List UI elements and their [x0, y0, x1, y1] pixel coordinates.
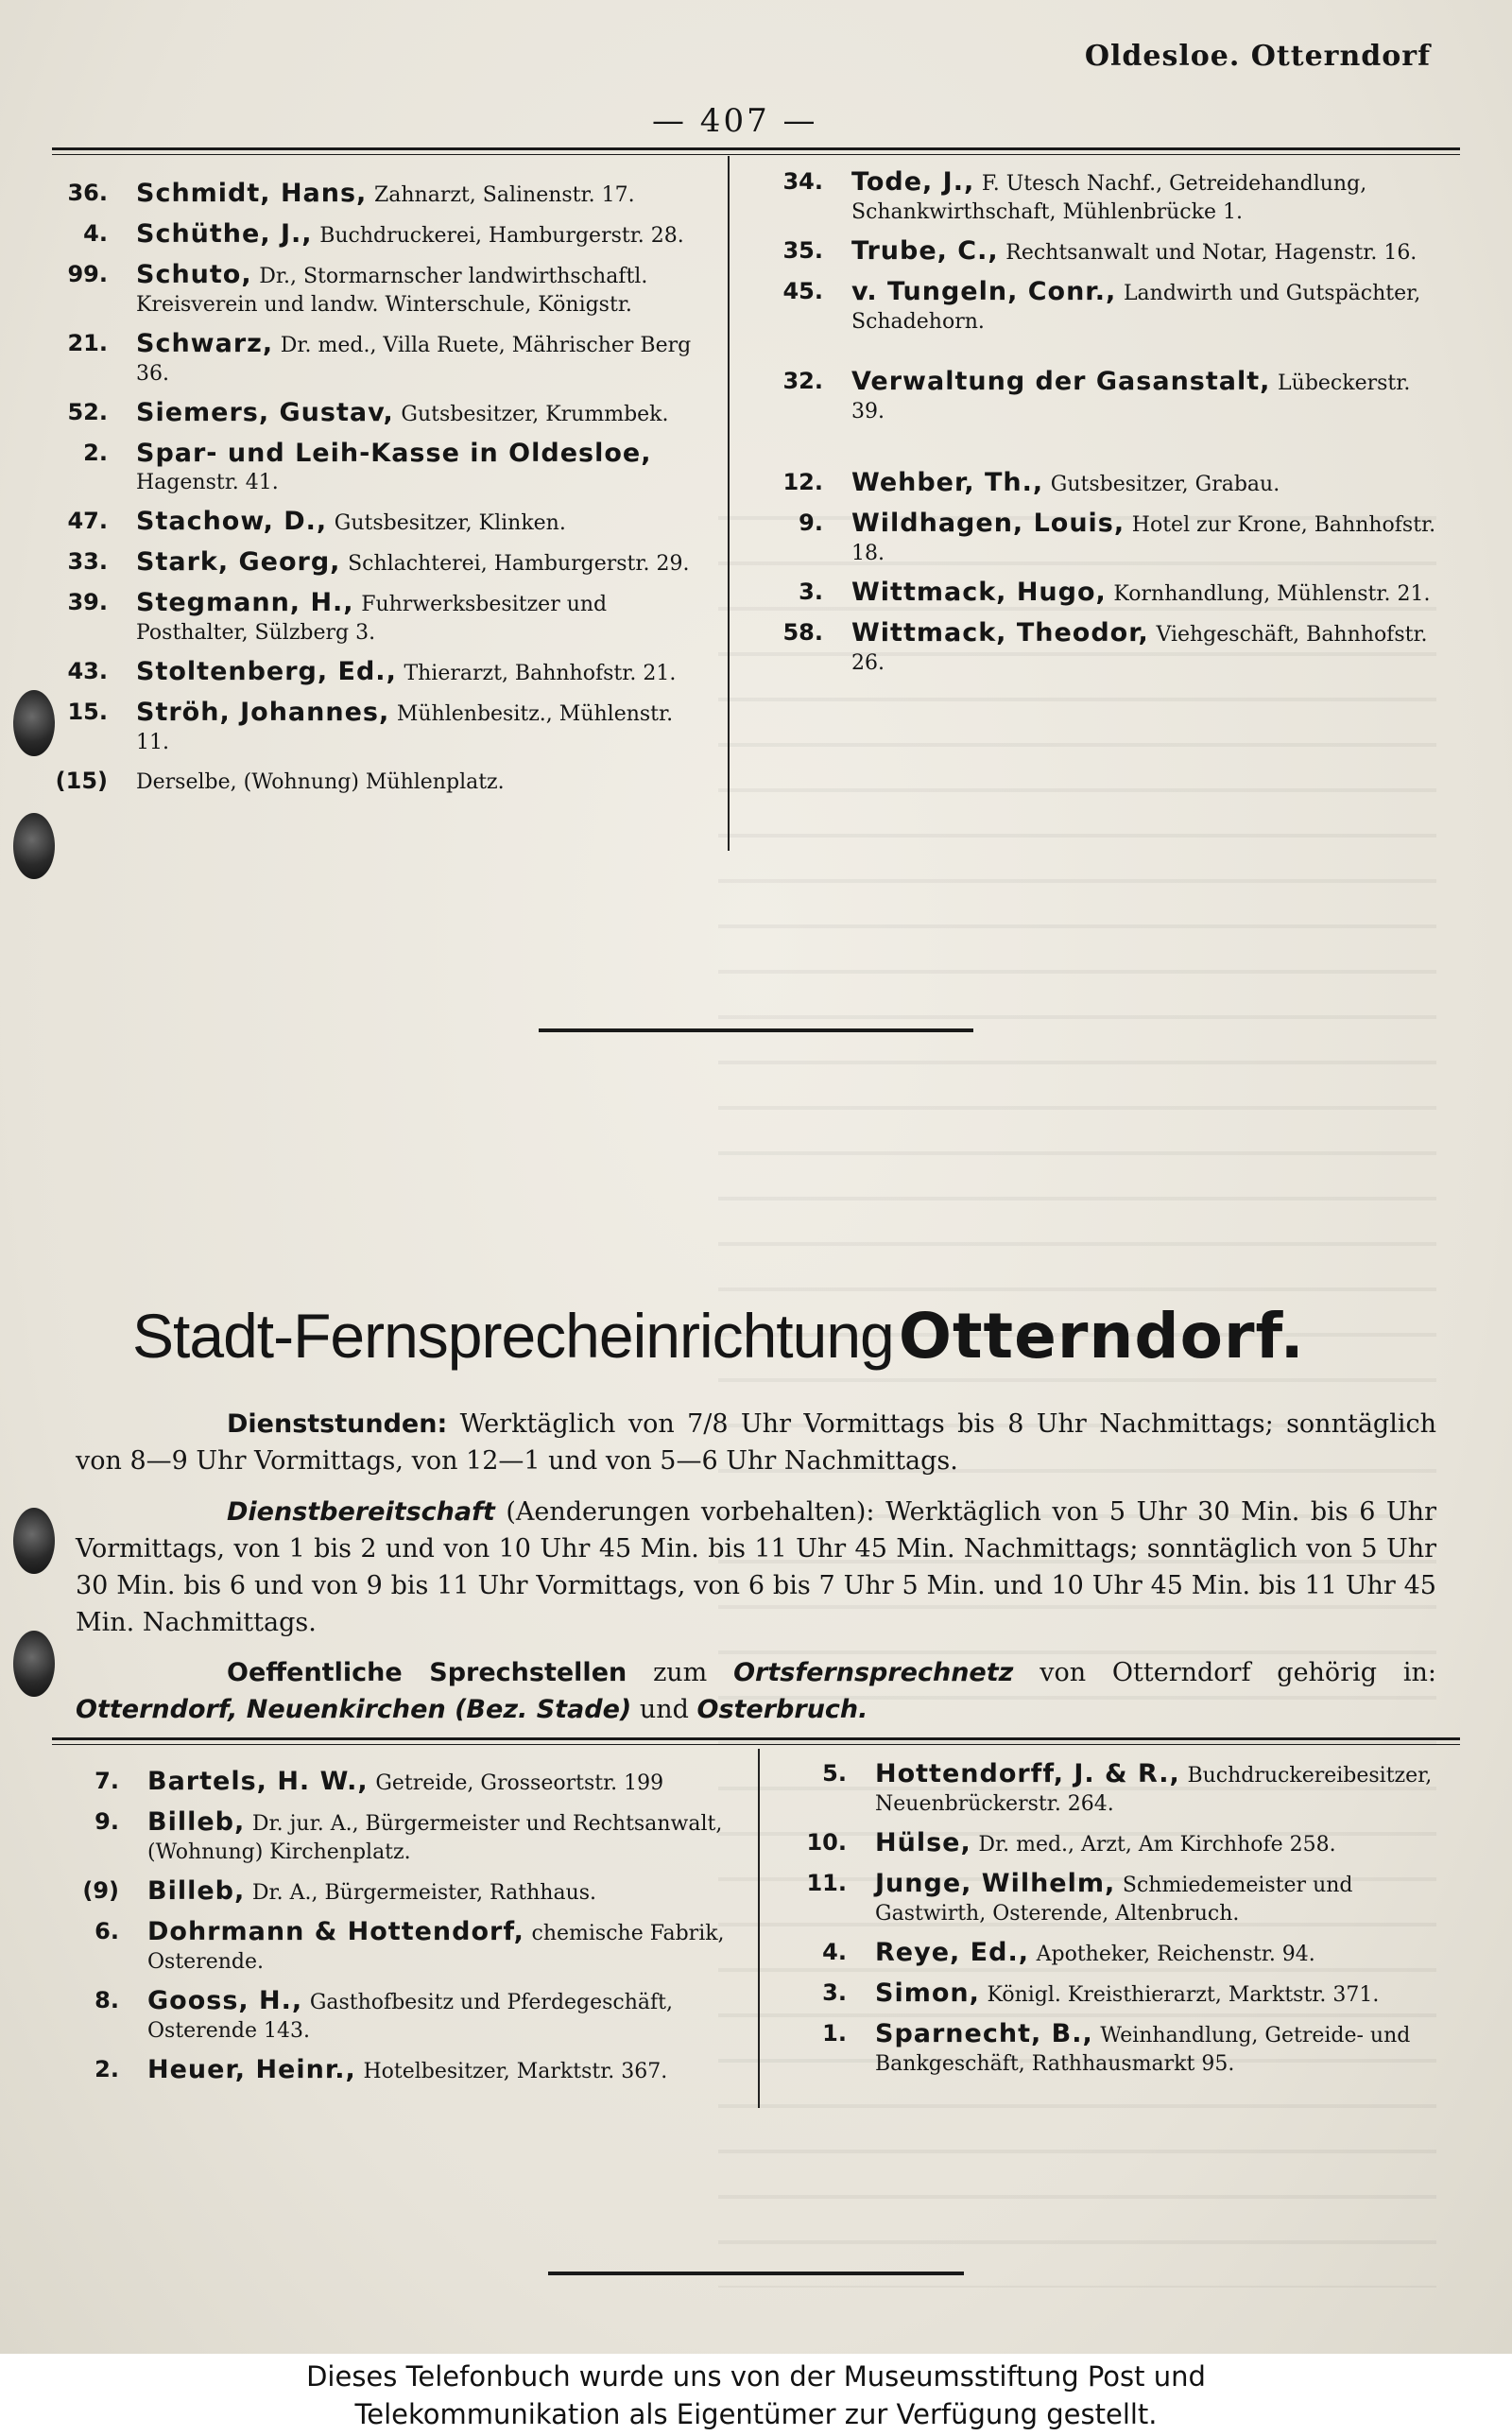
subscriber-name: Junge, Wilhelm, — [875, 1869, 1116, 1898]
subscriber-name: Simon, — [875, 1978, 980, 2008]
directory-entry — [57, 1877, 737, 1907]
subscriber-details: Zahnarzt, Salinenstr. 17. — [373, 183, 635, 207]
subscriber-name: v. Tungeln, Conr., — [851, 277, 1117, 306]
subscriber-details: Hotel zur Krone, Bahnhofstr. 18. — [851, 513, 1436, 565]
directory-entry — [784, 1939, 1460, 1968]
top-rule-thin — [52, 154, 1460, 155]
line-number: 99. — [67, 261, 108, 287]
directory-entry — [784, 2020, 1460, 2078]
otterndorf-title — [132, 1300, 1305, 1373]
subscriber-name: Billeb, — [147, 1876, 246, 1906]
line-number: 5. — [822, 1760, 847, 1787]
subscriber-name: Stoltenberg, Ed., — [136, 657, 397, 686]
line-number: 12. — [782, 469, 823, 495]
dienststunden-paragraph — [76, 1406, 1436, 1479]
subscriber-details: Königl. Kreisthierarzt, Marktstr. 371. — [987, 1983, 1380, 2007]
subscriber-name: Verwaltung der Gasanstalt, — [851, 367, 1271, 396]
oldesloe-left-column — [45, 180, 712, 807]
directory-entry — [45, 399, 712, 428]
subscriber-name: Wittmack, Theodor, — [851, 618, 1149, 648]
directory-entry — [45, 440, 712, 496]
subscriber-details: Hagenstr. 41. — [136, 471, 279, 494]
directory-entry — [57, 2056, 737, 2085]
sprechstellen-label: Oeffentliche Sprechstellen — [227, 1658, 627, 1687]
subscriber-details: Schlachterei, Hamburgerstr. 29. — [348, 552, 690, 576]
subscriber-details: Mühlenbesitz., Mühlenstr. 11. — [136, 702, 674, 754]
directory-entry — [761, 579, 1436, 608]
subscriber-name: Trube, C., — [851, 236, 999, 266]
subscriber-details: chemische Fabrik, Osterende. — [147, 1922, 725, 1974]
subscriber-name: Schuto, — [136, 260, 252, 289]
line-number: 1. — [822, 2020, 847, 2047]
subscriber-details: Viehgeschäft, Bahnhofstr. 26. — [851, 623, 1428, 675]
top-rule — [52, 147, 1460, 150]
line-number: 4. — [822, 1939, 847, 1965]
running-head: Oldesloe. Otterndorf — [1084, 40, 1431, 73]
sprechstellen-mid2: von Otterndorf gehörig in: — [1040, 1658, 1436, 1687]
subscriber-details: Derselbe, (Wohnung) Mühlenplatz. — [136, 770, 505, 794]
line-number: 2. — [94, 2056, 119, 2082]
line-number: 52. — [67, 399, 108, 425]
directory-entry — [57, 1987, 737, 2045]
subscriber-name: Siemers, Gustav, — [136, 398, 394, 427]
directory-entry — [45, 220, 712, 250]
subscriber-details: Apotheker, Reichenstr. 94. — [1036, 1943, 1315, 1966]
subscriber-name: Wittmack, Hugo, — [851, 578, 1107, 607]
bottom-separator — [548, 2272, 964, 2275]
subscriber-name: Schwarz, — [136, 329, 274, 358]
subscriber-name: Bartels, H. W., — [147, 1767, 369, 1796]
subscriber-details: Dr. med., Arzt, Am Kirchhofe 258. — [978, 1833, 1336, 1857]
directory-entry — [784, 1829, 1460, 1858]
directory-entry — [45, 589, 712, 647]
directory-entry — [761, 278, 1436, 336]
subscriber-details: Hotelbesitzer, Marktstr. 367. — [363, 2060, 668, 2083]
subscriber-name: Tode, J., — [851, 167, 975, 197]
footer-line-1: Dieses Telefonbuch wurde uns von der Museumsstiftung Post und — [306, 2360, 1206, 2393]
directory-entry — [45, 548, 712, 578]
subscriber-details: Buchdruckerei, Hamburgerstr. 28. — [319, 224, 684, 248]
line-number: 35. — [782, 237, 823, 264]
line-number: 10. — [806, 1829, 847, 1856]
line-number: 9. — [799, 510, 823, 536]
directory-entry — [45, 180, 712, 209]
oldesloe-right-column — [761, 168, 1436, 688]
section-separator — [539, 1028, 973, 1032]
subscriber-details: Dr., Stormarnscher landwirthschaftl. Kreisverein und landw. Winterschule, Königstr. — [136, 265, 648, 317]
otterndorf-rule — [52, 1737, 1460, 1740]
dienststunden-text: Werktäglich von 7/8 Uhr Vormittags bis 8 Uhr Nachmittags; sonntäglich von 8—9 Uhr Vormittags, von 12—1 und von 5—6 Uhr Nachmittags. — [76, 1409, 1436, 1476]
bereitschaft-paragraph — [76, 1494, 1436, 1641]
directory-entry — [45, 658, 712, 687]
subscriber-details: Landwirth und Gutspächter, Schadehorn. — [851, 282, 1421, 334]
line-number: (9) — [82, 1877, 119, 1904]
archive-footer — [0, 2354, 1512, 2436]
directory-entry — [45, 699, 712, 756]
subscriber-details: Gasthofbesitz und Pferdegeschäft, Osterende 143. — [147, 1991, 674, 2043]
line-number: 8. — [94, 1987, 119, 2013]
bereitschaft-label: Dienstbereitschaft — [227, 1497, 495, 1527]
line-number: 6. — [94, 1918, 119, 1944]
directory-entry — [57, 1768, 737, 1797]
directory-entry — [57, 1808, 737, 1866]
line-number: 34. — [782, 168, 823, 195]
line-number: (15) — [55, 768, 108, 794]
directory-entry — [761, 619, 1436, 677]
subscriber-name: Billeb, — [147, 1807, 246, 1837]
subscriber-details: Gutsbesitzer, Krummbek. — [401, 403, 669, 426]
column-divider — [728, 156, 730, 851]
line-number: 3. — [799, 579, 823, 605]
subscriber-details: Thierarzt, Bahnhofstr. 21. — [404, 662, 677, 685]
directory-entry — [761, 237, 1436, 267]
subscriber-details: Dr. med., Villa Ruete, Mährischer Berg 36. — [136, 334, 692, 386]
line-number: 9. — [94, 1808, 119, 1835]
subscriber-details: Dr. A., Bürgermeister, Rathhaus. — [251, 1881, 597, 1905]
subscriber-details: Dr. jur. A., Bürgermeister und Rechtsanwalt, (Wohnung) Kirchenplatz. — [147, 1812, 723, 1864]
bereitschaft-text: (Aenderungen vorbehalten): Werktäglich von 5 Uhr 30 Min. bis 6 Uhr Vormittags, von 1 bis 2 und von 10 Uhr 45 Min. bis 11 Uhr 45 Min. Nachmittags; sonntäglich von 5 Uhr 30 Min. bis 6 und von 9 bis 11 Uhr Vormittags, von 6 bis 7 Uhr 5 Min. und 10 Uhr 45 Min. bis 11 Uhr 45 Min. Nachmittags. — [76, 1497, 1436, 1637]
page-number: — 407 — — [652, 102, 818, 140]
subscriber-name: Hülse, — [875, 1828, 971, 1857]
subscriber-details: Gutsbesitzer, Klinken. — [334, 511, 566, 535]
line-number: 43. — [67, 658, 108, 684]
dienststunden-label: Dienststunden: — [227, 1409, 448, 1439]
punch-hole — [13, 1508, 55, 1574]
subscriber-name: Stark, Georg, — [136, 547, 341, 577]
subscriber-name: Stegmann, H., — [136, 588, 354, 617]
title-bold: Otterndorf. — [898, 1300, 1305, 1373]
footer-line-2: Telekommunikation als Eigentümer zur Verfügung gestellt. — [354, 2398, 1158, 2430]
directory-entry — [784, 1870, 1460, 1927]
directory-entry — [761, 368, 1436, 425]
sprechstellen-paragraph — [76, 1654, 1436, 1728]
line-number: 32. — [782, 368, 823, 394]
subscriber-name: Hottendorff, J. & R., — [875, 1759, 1180, 1788]
subscriber-name: Wehber, Th., — [851, 468, 1044, 497]
directory-entry — [784, 1760, 1460, 1818]
directory-entry — [45, 768, 712, 796]
subscriber-name: Schmidt, Hans, — [136, 179, 368, 208]
subscriber-details: Fuhrwerksbesitzer und Posthalter, Sülzberg 3. — [136, 593, 608, 645]
subscriber-name: Gooss, H., — [147, 1986, 303, 2015]
punch-hole — [13, 1631, 55, 1697]
subscriber-name: Heuer, Heinr., — [147, 2055, 356, 2084]
punch-hole — [13, 813, 55, 879]
directory-entry — [45, 261, 712, 319]
sprechstellen-orte: Otterndorf, Neuenkirchen (Bez. Stade) — [76, 1695, 632, 1724]
subscriber-details: F. Utesch Nachf., Getreidehandlung, Schankwirthschaft, Mühlenbrücke 1. — [851, 172, 1367, 224]
directory-entry — [45, 508, 712, 537]
sprechstellen-mid1: zum — [653, 1658, 708, 1687]
line-number: 58. — [782, 619, 823, 646]
subscriber-name: Spar- und Leih-Kasse in Oldesloe, — [136, 439, 652, 468]
column-divider — [758, 1749, 760, 2108]
sprechstellen-netz: Ortsfernsprechnetz — [733, 1658, 1014, 1687]
line-number: 4. — [83, 220, 108, 247]
directory-entry — [761, 510, 1436, 567]
line-number: 39. — [67, 589, 108, 615]
line-number: 11. — [806, 1870, 847, 1896]
subscriber-details: Kornhandlung, Mühlenstr. 21. — [1113, 582, 1431, 606]
sprechstellen-ort3: Osterbruch. — [696, 1695, 868, 1724]
title-regular: Stadt-Fernsprecheinrichtung — [132, 1301, 894, 1371]
line-number: 3. — [822, 1979, 847, 2006]
line-number: 21. — [67, 330, 108, 356]
subscriber-details: Buchdruckereibesitzer, Neuenbrückerstr. 264. — [875, 1764, 1433, 1816]
line-number: 45. — [782, 278, 823, 304]
subscriber-details: Getreide, Grosseortstr. 199 — [375, 1771, 664, 1795]
subscriber-details: Rechtsanwalt und Notar, Hagenstr. 16. — [1005, 241, 1418, 265]
otterndorf-right-column — [784, 1760, 1460, 2089]
subscriber-details: Schmiedemeister und Gastwirth, Osterende, Altenbruch. — [875, 1874, 1353, 1926]
directory-entry — [761, 168, 1436, 226]
otterndorf-rule-thin — [52, 1744, 1460, 1745]
line-number: 47. — [67, 508, 108, 534]
directory-entry — [45, 330, 712, 388]
subscriber-details: Gutsbesitzer, Grabau. — [1050, 473, 1280, 496]
subscriber-details: Lübeckerstr. 39. — [851, 371, 1411, 423]
subscriber-name: Wildhagen, Louis, — [851, 509, 1125, 538]
directory-entry — [761, 469, 1436, 498]
sprechstellen-und: und — [639, 1695, 689, 1724]
line-number: 15. — [67, 699, 108, 725]
subscriber-name: Reye, Ed., — [875, 1938, 1029, 1967]
subscriber-name: Schüthe, J., — [136, 219, 313, 249]
line-number: 7. — [94, 1768, 119, 1794]
otterndorf-left-column — [57, 1768, 737, 2097]
punch-hole — [13, 690, 55, 756]
subscriber-name: Stachow, D., — [136, 507, 328, 536]
line-number: 36. — [67, 180, 108, 206]
subscriber-name: Ströh, Johannes, — [136, 698, 390, 727]
directory-entry — [784, 1979, 1460, 2009]
directory-entry — [57, 1918, 737, 1976]
line-number: 33. — [67, 548, 108, 575]
subscriber-details: Weinhandlung, Getreide- und Bankgeschäft, Rathhausmarkt 95. — [875, 2024, 1411, 2076]
subscriber-name: Dohrmann & Hottendorf, — [147, 1917, 524, 1946]
line-number: 2. — [83, 440, 108, 466]
subscriber-name: Sparnecht, B., — [875, 2019, 1093, 2048]
